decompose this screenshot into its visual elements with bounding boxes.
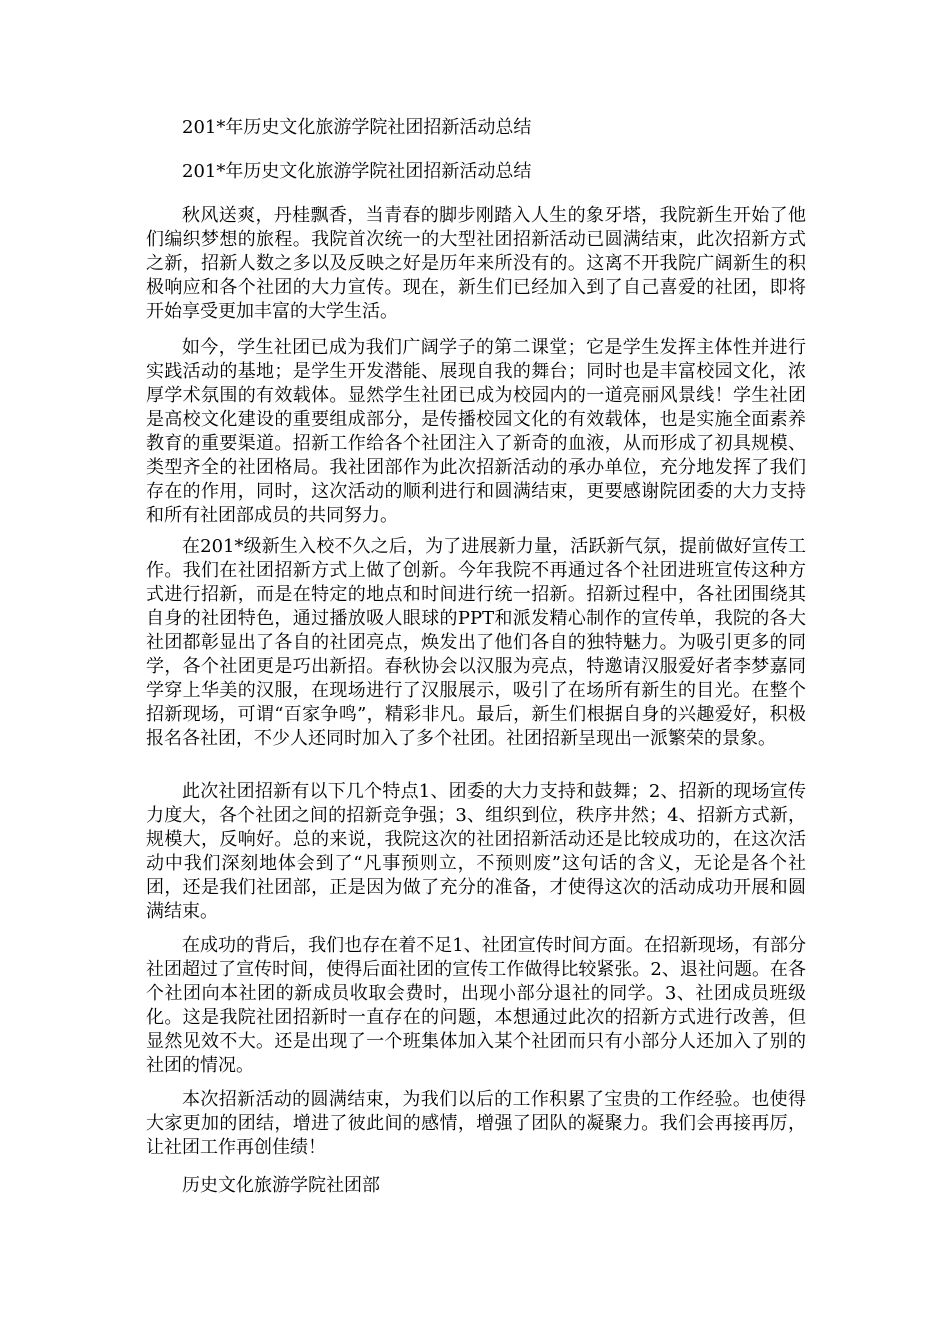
paragraph-recruitment-process: 在201*级新生入校不久之后，为了进展新力量，活跃新气氛，提前做好宣传工作。我们在社团招新方式上做了创新。今年我院不再通过各个社团进班宣传这种方式进行招新，而是在特定的地点和时间进行统一招新。招新过程中，各社团围绕其自身的社团特色，通过播放吸人眼球的PPT和派发精心制作的宣传单，我院的各大社团都彰显出了各自的社团亮点，焕发出了他们各自的独特魅力。为吸引更多的同学，各个社团更是巧出新招。春秋协会以汉服为亮点，特邀请汉服爱好者李梦嘉同学穿上华美的汉服，在现场进行了汉服展示，吸引了在场所有新生的目光。在整个招新现场，可谓“百家争鸣”，精彩非凡。最后，新生们根据自身的兴趣爱好，积极报名各社团，不少人还同时加入了多个社团。社团招新呈现出一派繁荣的景象。 xyxy=(146,536,806,749)
paragraph-intro: 秋风送爽，丹桂飘香，当青春的脚步刚踏入人生的象牙塔，我院新生开始了他们编织梦想的旅程。我院首次统一的大型社团招新活动已圆满结束，此次招新方式之新，招新人数之多以及反映之好是历年来所没有的。这离不开我院广阔新生的积极响应和各个社团的大力宣传。现在，新生们已经加入到了自己喜爱的社团，即将开始享受更加丰富的大学生活。 xyxy=(146,205,806,322)
document-subtitle: 201*年历史文化旅游学院社团招新活动总结 xyxy=(182,161,532,182)
paragraph-features: 此次社团招新有以下几个特点1、团委的大力支持和鼓舞；2、招新的现场宣传力度大，各个社团之间的招新竞争强；3、组织到位，秩序井然；4、招新方式新，规模大，反响好。总的来说，我院这次的社团招新活动还是比较成功的，在这次活动中我们深刻地体会到了“凡事预则立，不预则废”这句话的含义，无论是各个社团，还是我们社团部，正是因为做了充分的准备，才使得这次的活动成功开展和圆满结束。 xyxy=(146,781,806,922)
signature: 历史文化旅游学院社团部 xyxy=(182,1175,380,1196)
document-title: 201*年历史文化旅游学院社团招新活动总结 xyxy=(182,117,532,138)
paragraph-shortcomings: 在成功的背后，我们也存在着不足1、社团宣传时间方面。在招新现场，有部分社团超过了宣传时间，使得后面社团的宣传工作做得比较紧张。2、退社问题。在各个社团向本社团的新成员收取会费时，出现小部分退社的同学。3、社团成员班级化。这是我院社团招新时一直存在的问题，本想通过此次的招新方式进行改善，但显然见效不大。还是出现了一个班集体加入某个社团而只有小部分人还加入了别的社团的情况。 xyxy=(146,935,806,1076)
paragraph-conclusion: 本次招新活动的圆满结束，为我们以后的工作积累了宝贵的工作经验。也使得大家更加的团结，增进了彼此间的感情，增强了团队的凝聚力。我们会再接再厉，让社团工作再创佳绩！ xyxy=(146,1089,806,1158)
paragraph-club-role: 如今，学生社团已成为我们广阔学子的第二课堂；它是学生发挥主体性并进行实践活动的基地；是学生开发潜能、展现自我的舞台；同时也是丰富校园文化，浓厚学术氛围的有效载体。显然学生社团已成为校园内的一道亮丽风景线！学生社团是高校文化建设的重要组成部分，是传播校园文化的有效载体，也是实施全面素养教育的重要渠道。招新工作给各个社团注入了新奇的血液，从而形成了初具规模、类型齐全的社团格局。我社团部作为此次招新活动的承办单位，充分地发挥了我们存在的作用，同时，这次活动的顺利进行和圆满结束，更要感谢院团委的大力支持和所有社团部成员的共同努力。 xyxy=(146,337,806,526)
